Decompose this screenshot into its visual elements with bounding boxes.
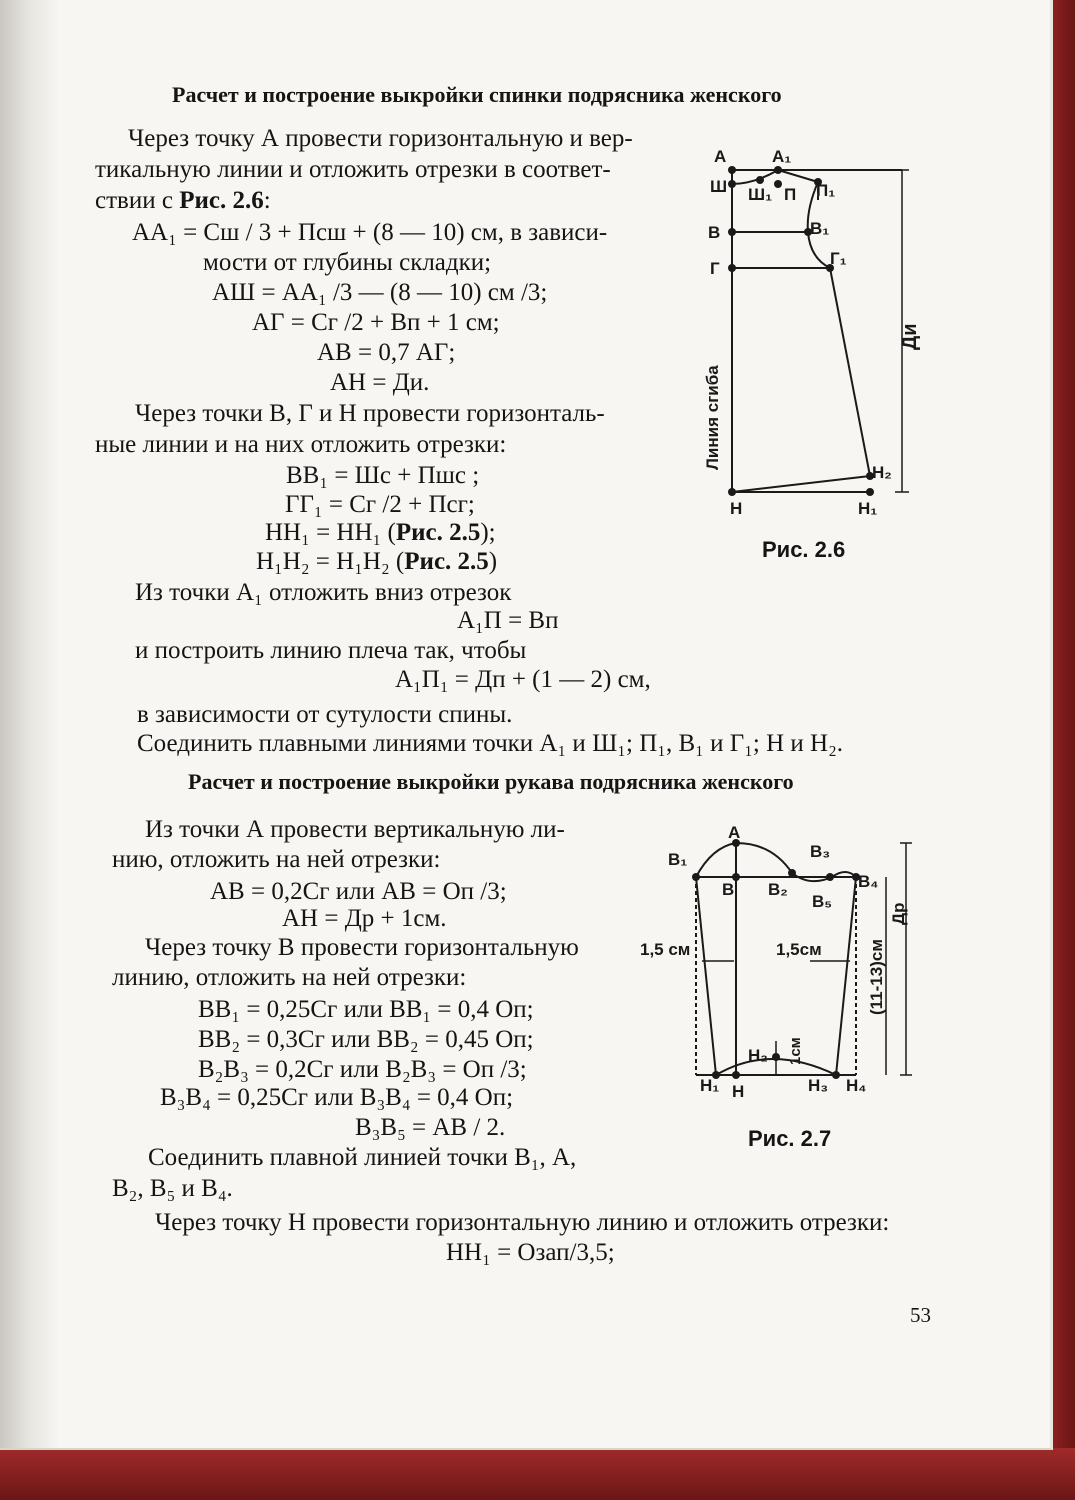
paragraph-line: Через точку В провести горизонтальную <box>145 934 579 961</box>
figure-2-7-caption: Рис. 2.7 <box>748 1126 832 1151</box>
label-H3: Н₃ <box>808 1076 829 1095</box>
label-H4: Н₄ <box>846 1076 867 1095</box>
label-G1: Г₁ <box>830 249 847 268</box>
label-H: Н <box>732 1082 745 1101</box>
label-fold-line: Линия сгиба <box>703 365 722 470</box>
right-seam <box>836 877 856 1075</box>
paragraph-line: линию, отложить на ней отрезки: <box>112 964 467 991</box>
formula-line: НН₁ = Озап/3,5; <box>446 1239 615 1266</box>
side-seam <box>830 268 870 476</box>
label-H1: Н₁ <box>858 499 878 518</box>
formula-line: В₃В₅ = АВ / 2. <box>355 1114 506 1141</box>
label-G: Г <box>710 259 720 278</box>
label-1-cm: 1см <box>787 1037 804 1065</box>
section1-title: Расчет и построение выкройки спинки подрясника женского <box>172 82 782 107</box>
formula-line: АА₁ = Сш / 3 + Псш + (8 — 10) см, в зависи- <box>132 219 608 246</box>
paragraph-line: тикальную линии и отложить отрезки в соответ- <box>95 156 611 183</box>
label-H2: Н₂ <box>872 463 892 482</box>
formula-line: ВВ₁ = 0,25Сг или ВВ₁ = 0,4 Оп; <box>198 996 534 1023</box>
label-Dr: Др <box>889 902 908 925</box>
label-B4: В₄ <box>858 872 879 891</box>
figure-reference: Рис. 2.5 <box>395 519 481 546</box>
paragraph-line: Из точки А₁ отложить вниз отрезок <box>135 579 512 606</box>
label-11-13-cm: (11-13)см <box>867 939 886 1015</box>
paragraph-line: нию, отложить на ней отрезки: <box>112 846 441 873</box>
label-P: П <box>784 185 797 204</box>
figure-reference: Рис. 2.6 <box>179 187 264 214</box>
formula-line: АГ = Сг /2 + Вп + 1 см; <box>252 309 500 336</box>
label-A1: А₁ <box>772 147 792 166</box>
label-Sh: Ш <box>710 177 728 196</box>
paragraph-line: Через точку Н провести горизонтальную линию и отложить отрезки: <box>155 1209 890 1236</box>
label-B1: В₁ <box>668 850 688 869</box>
formula-line: АВ = 0,2Сг или АВ = Оп /3; <box>210 878 507 905</box>
paragraph-line: ствии с Рис. 2.6: <box>95 187 271 214</box>
label-B3: В₃ <box>810 842 831 861</box>
paragraph-line: и построить линию плеча так, чтобы <box>135 637 527 664</box>
section2-title: Расчет и построение выкройки рукава подрясника женского <box>188 769 794 794</box>
label-V1: В₁ <box>810 219 830 238</box>
label-B2: В₂ <box>768 880 788 899</box>
formula-line: А₁П₁ = Дп + (1 — 2) см, <box>395 666 651 693</box>
formula-line: ВВ₂ = 0,3Сг или ВВ₂ = 0,45 Оп; <box>198 1026 534 1053</box>
formula-line: ГГ₁ = Сг /2 + Псг; <box>285 491 475 518</box>
figure-reference: Рис. 2.5 <box>404 548 489 575</box>
formula-line: В₂В₃ = 0,2Сг или В₂В₃ = Оп /3; <box>198 1056 527 1083</box>
book-cover-edge <box>1050 0 1075 1500</box>
figure-2-6-caption: Рис. 2.6 <box>762 537 846 562</box>
figure-2-6-back-pattern <box>690 140 930 518</box>
page-number: 53 <box>910 1303 931 1327</box>
paragraph-line: В₂, В₅ и В₄. <box>112 1175 233 1202</box>
label-B5: В₅ <box>812 892 833 911</box>
page-gutter-shadow <box>0 0 60 1448</box>
paragraph-line: в зависимости от сутулости спины. <box>137 701 513 728</box>
label-P1: П₁ <box>816 181 836 200</box>
formula-line: АН = Др + 1см. <box>282 905 447 932</box>
label-H: Н <box>730 499 743 518</box>
hem-curve <box>732 476 870 492</box>
figure-2-7-sleeve-pattern <box>640 823 920 1101</box>
paragraph-line: ные линии и на них отложить отрезки: <box>95 431 507 458</box>
neck-curve <box>732 170 778 184</box>
formula-line: А₁П = Вп <box>457 607 559 634</box>
label-H2: Н₂ <box>748 1046 768 1065</box>
label-Sh1: Ш₁ <box>748 185 773 204</box>
label-A: А <box>714 147 727 166</box>
paragraph-line: Через точки В, Г и Н провести горизонталь- <box>135 400 605 427</box>
paragraph-line: мости от глубины складки; <box>203 249 492 276</box>
shoulder-line <box>778 170 818 182</box>
label-Di: Ди <box>899 323 921 350</box>
formula-line: АН = Ди. <box>330 369 430 396</box>
paragraph-line: Через точку А провести горизонтальную и вер- <box>128 125 633 152</box>
formula-line: НН₁ = НН₁ (Рис. 2.5); <box>265 519 496 546</box>
label-B: В <box>722 880 735 899</box>
formula-line: Н₁Н₂ = Н₁Н₂ (Рис. 2.5) <box>256 548 498 575</box>
formula-line: АШ = АА₁ /3 — (8 — 10) см /3; <box>212 279 548 306</box>
paragraph-line: Соединить плавными линиями точки А₁ и Ш₁; П₁, В₁ и Г₁; Н и Н₂. <box>137 730 844 757</box>
paragraph-line: Из точки А провести вертикальную ли- <box>145 816 565 843</box>
formula-line: АВ = 0,7 АГ; <box>317 339 456 366</box>
label-A: А <box>728 823 741 842</box>
paragraph-line: Соединить плавной линией точки В₁, А, <box>148 1144 577 1171</box>
formula-line: В₃В₄ = 0,25Сг или В₃В₄ = 0,4 Оп; <box>160 1084 514 1111</box>
label-V: В <box>708 223 721 242</box>
left-seam <box>696 877 716 1075</box>
label-1-5-cm-right: 1,5см <box>776 940 822 959</box>
label-1-5-cm-left: 1,5 см <box>640 940 691 959</box>
label-H1: Н₁ <box>700 1076 720 1095</box>
book-cover-bottom <box>0 1448 1075 1500</box>
formula-line: ВВ₁ = Шс + Пшс ; <box>286 462 480 489</box>
